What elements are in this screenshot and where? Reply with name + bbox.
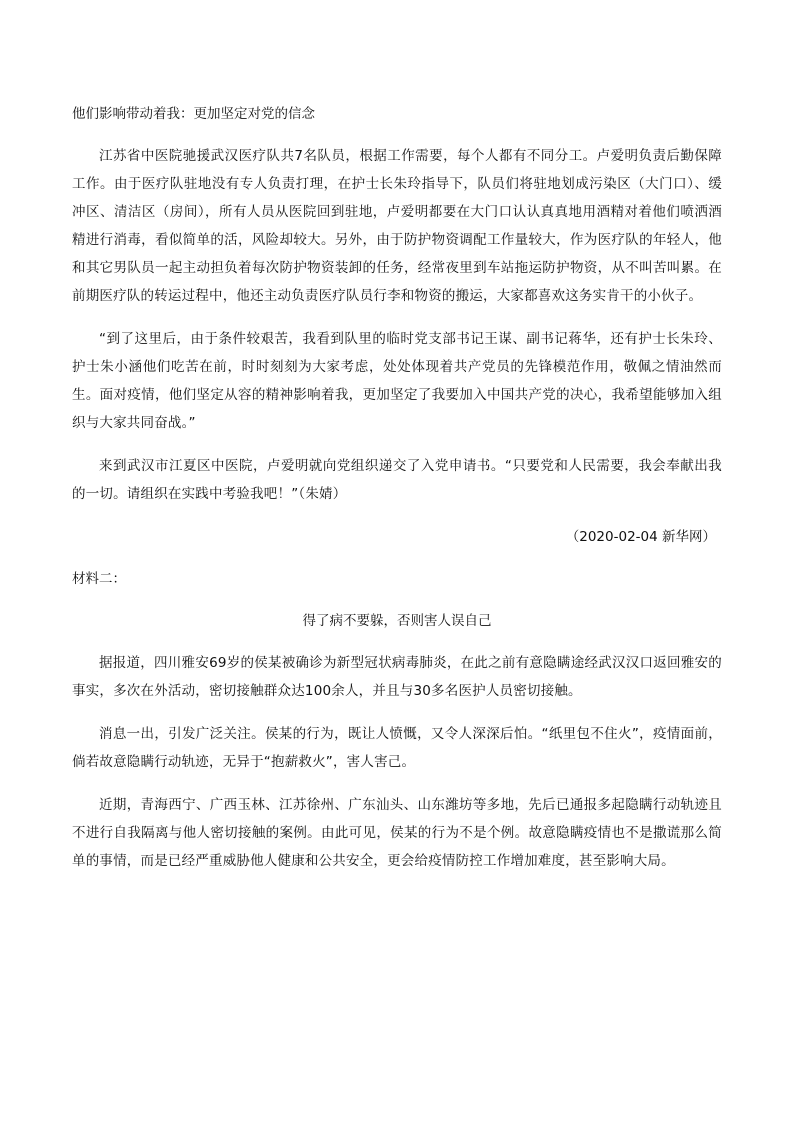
- paragraph-logistics: 江苏省中医院驰援武汉医疗队共7名队员，根据工作需要，每个人都有不同分工。卢爱明负责后勤保障工作。由于医疗队驻地没有专人负责打理，在护士长朱玲指导下，队员们将驻地划成污染区（大门口）、缓冲区、清洁区（房间），所有人员从医院回到驻地，卢爱明都要在大门口认认真真地用酒精对着他们喷洒酒精进行消毒，看似简单的活，风险却较大。另外，由于防护物资调配工作量较大，作为医疗队的年轻人，他和其它男队员一起主动担负着每次防护物资装卸的任务，经常夜里到车站拖运防护物资，从不叫苦叫累。在前期医疗队的转运过程中，他还主动负责医疗队员行李和物资的搬运，大家都喜欢这务实肯干的小伙子。: [72, 148, 722, 304]
- article-title: 得了病不要躲，否则害人误自己: [302, 613, 492, 629]
- source-citation: （2020-02-04 新华网）: [565, 529, 716, 545]
- paragraph-application: 来到武汉市江夏区中医院，卢爱明就向党组织递交了入党申请书。“只要党和人民需要，我会奉献出我的一切。请组织在实践中考验我吧！”（朱婧）: [72, 458, 722, 502]
- paragraph-quote: “到了这里后，由于条件较艰苦，我看到队里的临时党支部书记王谋、副书记蒋华，还有护士长朱玲、护士朱小涵他们吃苦在前，时时刻刻为大家考虑，处处体现着共产党员的先锋模范作用，敬佩之情油然而生。面对疫情，他们坚定从容的精神影响着我，更加坚定了我要加入中国共产党的决心，我希望能够加入组织与大家共同奋战。”: [72, 331, 722, 431]
- material-label: 材料二：: [72, 571, 126, 587]
- section-subheading: 他们影响带动着我：更加坚定对党的信念: [72, 106, 315, 122]
- paragraph-reaction: 消息一出，引发广泛关注。侯某的行为，既让人愤慨，又令人深深后怕。“纸里包不住火”，疫情面前，倘若故意隐瞒行动轨迹，无异于“抱薪救火”，害人害己。: [72, 726, 722, 770]
- paragraph-cases: 近期，青海西宁、广西玉林、江苏徐州、广东汕头、山东潍坊等多地，先后已通报多起隐瞒行动轨迹且不进行自我隔离与他人密切接触的案例。由此可见，侯某的行为不是个例。故意隐瞒疫情也不是撒谎那么简单的事情，而是已经严重威胁他人健康和公共安全，更会给疫情防控工作增加难度，甚至影响大局。: [72, 797, 722, 869]
- paragraph-report: 据报道，四川雅安69岁的侯某被确诊为新型冠状病毒肺炎，在此之前有意隐瞒途经武汉汉口返回雅安的事实，多次在外活动，密切接触群众达100余人，并且与30多名医护人员密切接触。: [72, 655, 722, 699]
